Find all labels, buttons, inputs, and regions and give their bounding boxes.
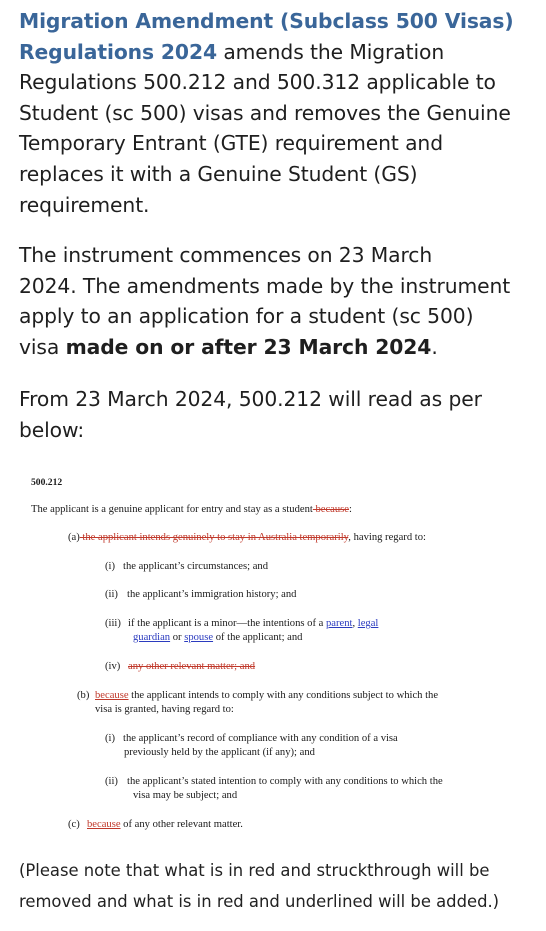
intro-line: replaces it with a Genuine Student (GS) (19, 161, 418, 186)
section-number: 500.212 (31, 477, 63, 488)
legal-lead: The applicant is a genuine applicant for entry and stay as a student because: (31, 504, 352, 515)
commencement-line: apply to an application for a student (sc 500) (19, 304, 474, 329)
commencement-line: The instrument commences on 23 March (19, 243, 433, 267)
inserted-text: because (95, 690, 129, 701)
intro-line: requirement. (19, 192, 150, 217)
commencement-text: visa (19, 334, 66, 359)
legal-excerpt-image (0, 470, 546, 850)
subparagraph-b-i-cont: previously held by the applicant (if any); and (124, 747, 315, 758)
paragraph-a: (a) the applicant intends genuinely to stay in Australia temporarily, having regard to: (68, 532, 426, 543)
intro-line: Student (sc 500) visas and removes the Genuine (19, 100, 511, 125)
paragraph-b: (b) because the applicant intends to comply with any conditions subject to which the (77, 690, 439, 701)
inserted-text[interactable]: legal (357, 618, 379, 629)
deleted-text: the applicant intends genuinely to stay in Australia temporarily (79, 532, 349, 543)
inserted-text: because (87, 819, 121, 830)
subparagraph-b-i: (i) the applicant’s record of compliance with any condition of a visa (105, 733, 398, 744)
note-paragraph (19, 856, 534, 917)
intro-line: Regulations 500.212 and 500.312 applicable to (19, 70, 496, 95)
commencement-paragraph (19, 240, 534, 362)
intro-text: amends the Migration (216, 39, 445, 64)
inserted-text[interactable]: spouse (184, 632, 214, 643)
subparagraph-b-ii: (ii) the applicant’s stated intention to comply with any conditions to which the (105, 776, 443, 787)
intro-paragraph (19, 6, 534, 220)
from-line: below: (19, 417, 85, 442)
commencement-line: 2024. The amendments made by the instrument (19, 273, 511, 298)
subparagraph-a-iv: (iv) any other relevant matter; and (105, 661, 256, 672)
subparagraph-b-ii-cont: visa may be subject; and (133, 790, 238, 801)
inserted-text[interactable]: guardian (133, 632, 171, 643)
subparagraph-a-i: (i) the applicant’s circumstances; and (105, 561, 269, 572)
from-line: From 23 March 2024, 500.212 will read as per (19, 387, 482, 411)
commencement-date-bold: made on or after 23 March 2024 (65, 334, 432, 359)
commencement-period: . (431, 334, 438, 359)
intro-line: Temporary Entrant (GTE) requirement and (19, 131, 443, 156)
note-line: removed and what is in red and underlined will be added.) (19, 891, 500, 911)
subparagraph-a-iii-cont: guardian or spouse of the applicant; and (133, 632, 303, 643)
note-line: (Please note that what is in red and struckthrough will be (19, 861, 490, 880)
regulations-link-cont[interactable]: Regulations 2024 (19, 39, 217, 64)
inserted-text[interactable]: parent (326, 618, 353, 629)
deleted-text: any other relevant matter; and (128, 661, 256, 672)
paragraph-b-cont: visa is granted, having regard to: (95, 704, 234, 715)
subparagraph-a-iii: (iii) if the applicant is a minor—the intentions of a parent, legal (105, 618, 379, 629)
from-paragraph (19, 384, 534, 445)
subparagraph-a-ii: (ii) the applicant’s immigration history; and (105, 589, 297, 600)
deleted-text: because (312, 504, 350, 515)
regulations-link[interactable]: Migration Amendment (Subclass 500 Visas) (19, 9, 514, 33)
paragraph-c: (c) because of any other relevant matter. (68, 819, 243, 830)
